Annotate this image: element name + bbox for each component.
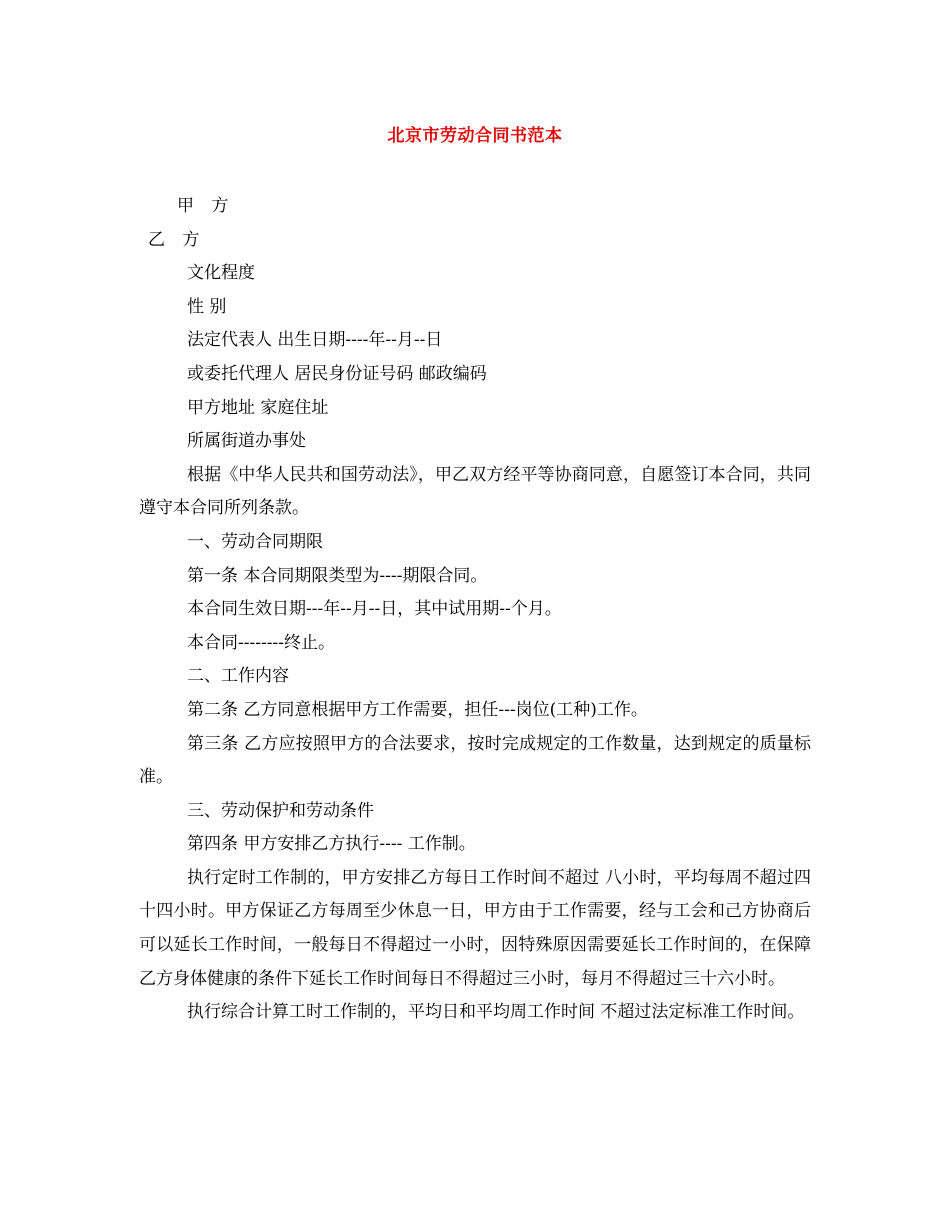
fixed-hours-paragraph: 执行定时工作制的，甲方安排乙方每日工作时间不超过 八小时，平均每周不超过四十四小时。甲方保证乙方每周至少休息一日，甲方由于工作需要，经与工会和己方协商后可以延长工作时间，一般每日不得超过一小时，因特殊原因需要延长工作时间的，在保障乙方身体健康的条件下延长工作时间每日不得超过三小时，每月不得超过三十六小时。 — [139, 867, 811, 989]
legal-rep-birth-field: 法定代表人 出生日期----年--月--日 — [187, 330, 443, 351]
section3-heading: 三、劳动保护和劳动条件 — [187, 800, 374, 821]
article4-paragraph: 第四条 甲方安排乙方执行---- 工作制。 — [187, 834, 476, 855]
intro-paragraph: 根据《中华人民共和国劳动法》，甲乙双方经平等协商同意，自愿签订本合同，共同遵守本合同所列条款。 — [139, 464, 811, 519]
document-title: 北京市劳动合同书范本 — [387, 126, 563, 146]
section1-heading: 一、劳动合同期限 — [187, 531, 323, 552]
document-body — [139, 190, 811, 1030]
article3-paragraph: 第三条 乙方应按照甲方的合法要求，按时完成规定的工作数量，达到规定的质量标准。 — [139, 733, 811, 788]
section2-heading: 二、工作内容 — [187, 666, 289, 687]
gender-field: 性 别 — [187, 296, 227, 317]
party-b-label: 乙 方 — [148, 229, 206, 250]
street-office-field: 所属街道办事处 — [187, 431, 306, 452]
agent-id-post-field: 或委托代理人 居民身份证号码 邮政编码 — [187, 363, 487, 384]
termination-paragraph: 本合同--------终止。 — [187, 632, 335, 653]
party-a-label: 甲 方 — [177, 196, 235, 216]
comprehensive-hours-paragraph: 执行综合计算工时工作制的，平均日和平均周工作时间 不超过法定标准工作时间。 — [187, 1002, 805, 1023]
article2-paragraph: 第二条 乙方同意根据甲方工作需要，担任---岗位(工种)工作。 — [187, 699, 648, 720]
article1-paragraph: 第一条 本合同期限类型为----期限合同。 — [187, 565, 488, 586]
education-field: 文化程度 — [187, 263, 255, 284]
address-field: 甲方地址 家庭住址 — [187, 397, 329, 418]
effective-date-paragraph: 本合同生效日期---年--月--日，其中试用期--个月。 — [187, 599, 562, 620]
